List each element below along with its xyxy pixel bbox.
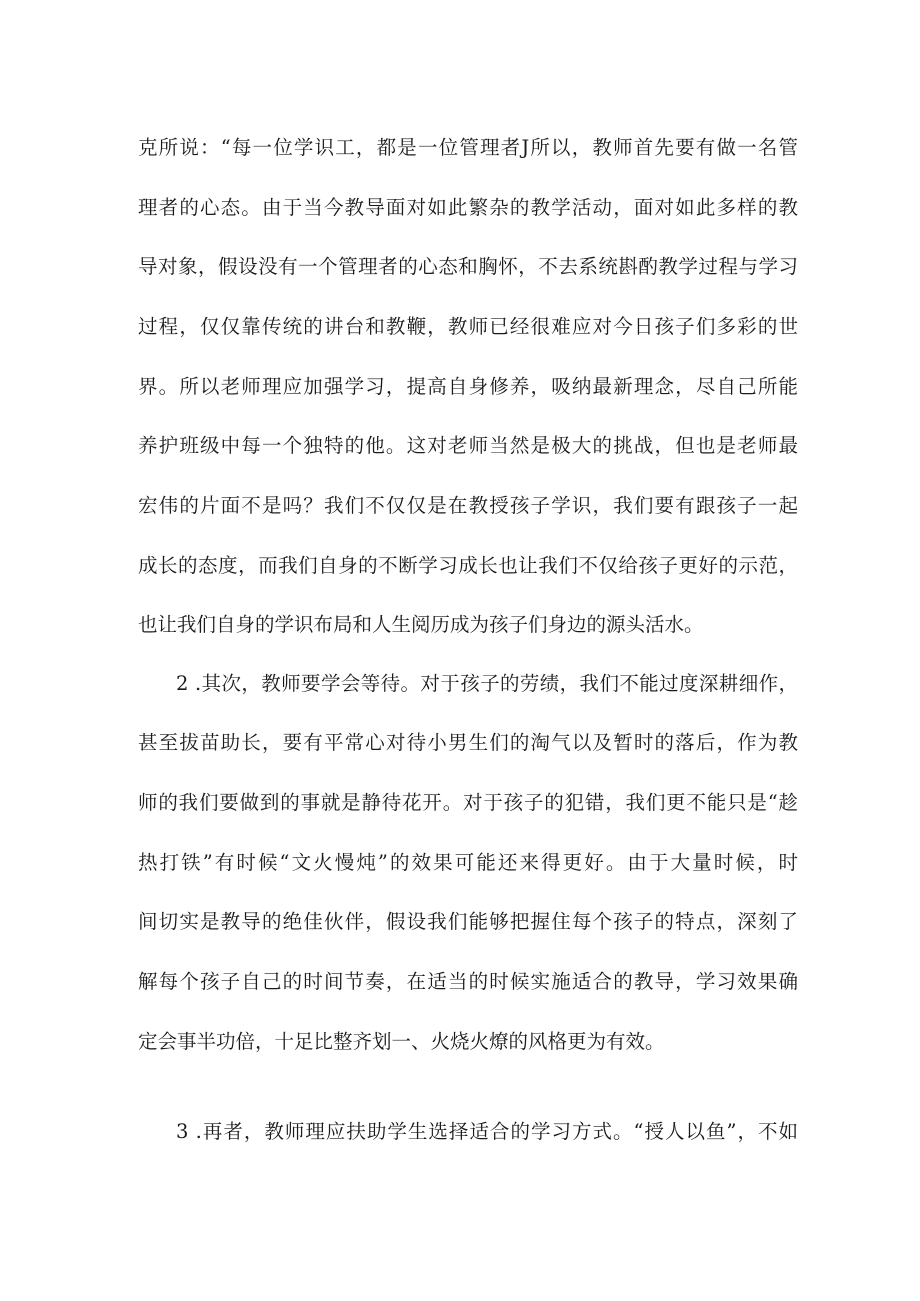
- text-line: 克所说：“每一位学识工，都是一位管理者J所以，教师首先要有做一名管: [138, 136, 798, 159]
- text-line: 成长的态度，而我们自身的不断学习成长也让我们不仅给孩子更好的示范，: [138, 554, 798, 577]
- text-line: 导对象，假设没有一个管理者的心态和胸怀，不去系统斟酌教学过程与学习: [138, 255, 798, 278]
- text-line: 3 .再者，教师理应扶助学生选择适合的学习方式。“授人以鱼”，不如: [176, 1120, 798, 1143]
- text-line: 理者的心态。由于当今教导面对如此繁杂的教学活动，面对如此多样的教: [138, 196, 798, 219]
- text-line: 也让我们自身的学识布局和人生阅历成为孩子们身边的源头活水。: [138, 613, 704, 636]
- text-line: 养护班级中每一个独特的他。这对老师当然是极大的挑战，但也是老师最: [138, 434, 798, 457]
- text-line: 过程，仅仅靠传统的讲台和教鞭，教师已经很难应对今日孩子们多彩的世: [138, 315, 798, 338]
- text-line: 甚至拔苗助长，要有平常心对待小男生们的淘气以及暂时的落后，作为教: [138, 731, 798, 754]
- text-line: 2 .其次，教师要学会等待。对于孩子的劳绩，我们不能过度深耕细作，: [176, 672, 798, 695]
- text-line: 解每个孩子自己的时间节奏，在适当的时候实施适合的教导，学习效果确: [138, 970, 798, 993]
- text-line: 界。所以老师理应加强学习，提高自身修养，吸纳最新理念，尽自己所能: [138, 375, 798, 398]
- text-line: 间切实是教导的绝佳伙伴，假设我们能够把握住每个孩子的特点，深刻了: [138, 910, 798, 933]
- text-line: 热打铁”有时候“文火慢炖”的效果可能还来得更好。由于大量时候，时: [138, 851, 798, 874]
- text-line: 师的我们要做到的事就是静待花开。对于孩子的犯错，我们更不能只是“趁: [138, 791, 798, 814]
- text-line: 宏伟的片面不是吗？我们不仅仅是在教授孩子学识，我们要有跟孩子一起: [138, 494, 798, 517]
- text-line: 定会事半功倍，十足比整齐划一、火烧火燎的风格更为有效。: [138, 1030, 665, 1053]
